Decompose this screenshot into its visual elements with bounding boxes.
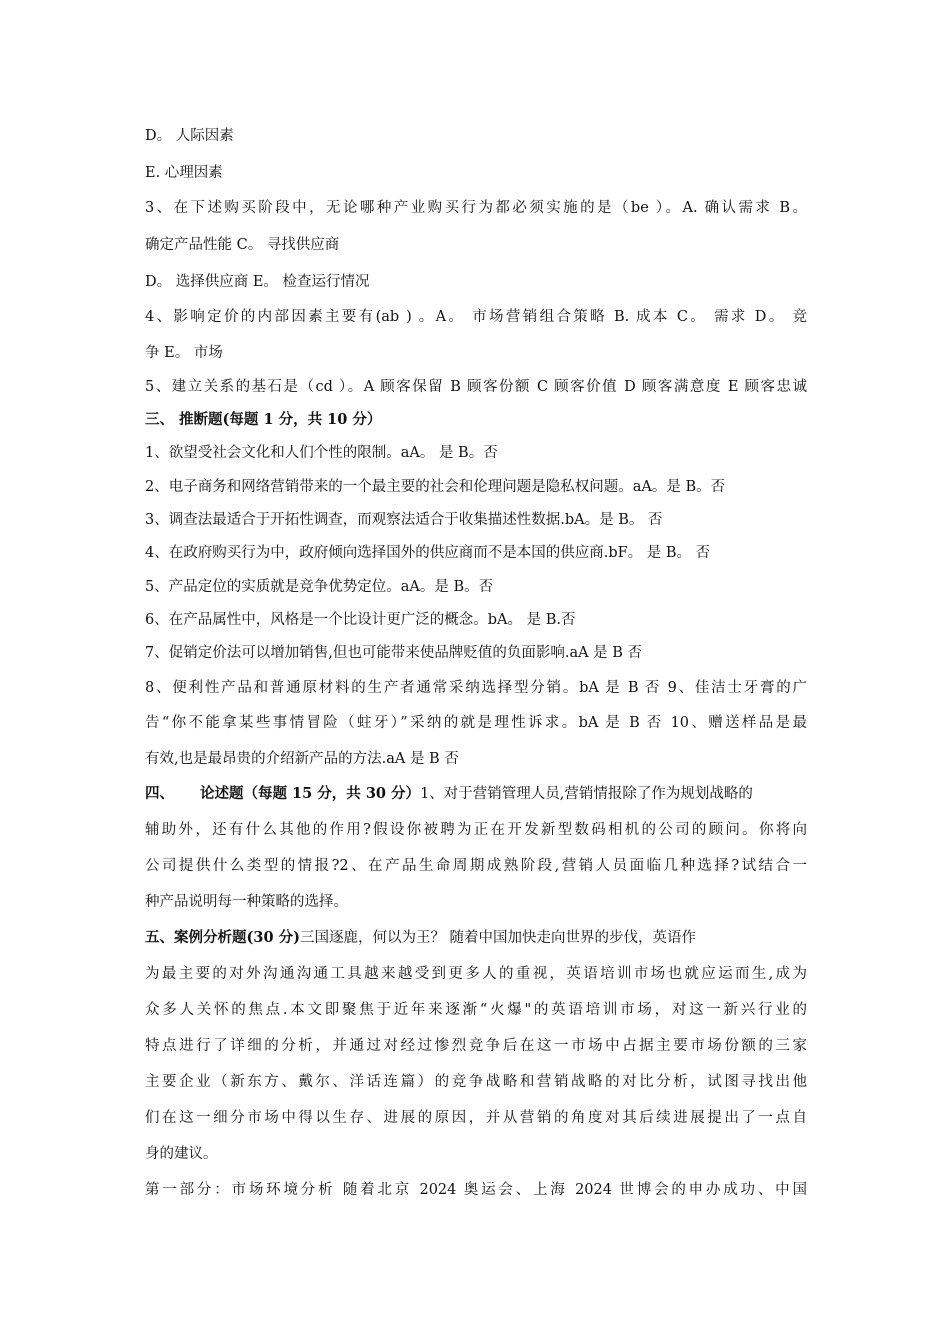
case-line-3: 众多人关怀的焦点.本文即聚焦于近年来逐渐“火爆"的英语培训市场，对这一新兴行业的	[145, 1002, 807, 1018]
option-d-line: D。 人际因素	[145, 128, 234, 144]
judgement-9-line: 告“你不能拿某些事情冒险（蛀牙）”采纳的就是理性诉求。bA 是 B 否 10、赠送样品是最	[145, 715, 807, 731]
case-line-2: 为最主要的对外沟通沟通工具越来越受到更多人的重视，英语培训市场也就应运而生,成为	[145, 966, 807, 982]
essay-line-2: 辅助外，还有什么其他的作用?假设你被聘为正在开发新型数码相机的公司的顾问。你将向	[145, 822, 807, 838]
judgement-3-line: 3、调查法最适合于开拓性调查，而观察法适合于收集描述性数据.bA。是 B。 否	[145, 512, 663, 528]
case-line-6: 们在这一细分市场中得以生存、进展的原因，并从营销的角度对其后续进展提出了一点自	[145, 1110, 807, 1126]
essay-question-1-start: 1、对于营销管理人员,营销情报除了作为规划战略的	[420, 786, 753, 802]
judgement-6-line: 6、在产品属性中，风格是一个比设计更广泛的概念。bA。 是 B.否	[145, 612, 576, 628]
judgement-1-line: 1、欲望受社会文化和人们个性的限制。aA。 是 B。否	[145, 445, 498, 461]
case-title: 三国逐鹿，何以为王？ 随着中国加快走向世界的步伐，英语作	[299, 930, 697, 946]
question-3-options-line: D。 选择供应商 E。 检查运行情况	[145, 274, 370, 290]
case-line-7: 身的建议。	[145, 1146, 218, 1162]
question-4-line: 4、影响定价的内部因素主要有(ab ) 。A。 市场营销组合策略 B. 成本 C。 需求 D。 竞	[145, 309, 807, 325]
question-4-cont-line: 争 E。 市场	[145, 345, 223, 361]
judgement-8-line: 8、便利性产品和普通原材料的生产者通常采纳选择型分销。bA 是 B 否 9、佳洁士牙膏的广	[145, 680, 807, 696]
option-e-line: E. 心理因素	[145, 165, 223, 181]
case-line-4: 特点进行了详细的分析，并通过对经过惨烈竞争后在这一市场中占据主要市场份额的三家	[145, 1038, 807, 1054]
judgement-4-line: 4、在政府购买行为中，政府倾向选择国外的供应商而不是本国的供应商.bF。 是 B。 否	[145, 545, 711, 561]
essay-line-3: 公司提供什么类型的情报?2、在产品生命周期成熟阶段,营销人员面临几种选择?试结合一	[145, 858, 807, 874]
question-3-line: 3、在下述购买阶段中，无论哪种产业购买行为都必须实施的是（be ）。A. 确认需求 B。	[145, 200, 807, 216]
section-3-heading: 三、 推断题(每题 1 分，共 10 分）	[145, 411, 382, 428]
question-5-line: 5、建立关系的基石是（cd ）。A 顾客保留 B 顾客份额 C 顾客价值 D 顾客满意度 E 顾客忠诚	[145, 379, 807, 395]
case-line-5: 主要企业（新东方、戴尔、洋话连篇）的竞争战略和营销战略的对比分析，试图寻找出他	[145, 1074, 807, 1090]
section-4-heading: 论述题（每题 15 分，共 30 分）	[200, 785, 421, 802]
judgement-7-line: 7、促销定价法可以增加销售,但也可能带来使品牌贬值的负面影响.aA 是 B 否	[145, 645, 643, 661]
section-4-number: 四、	[145, 785, 174, 802]
section-5-line	[145, 928, 807, 948]
judgement-2-line: 2、电子商务和网络营销带来的一个最主要的社会和伦理问题是隐私权问题。aA。是 B。否	[145, 479, 726, 495]
market-analysis-line: 第一部分：市场环境分析 随着北京 2024 奥运会、上海 2024 世博会的申办成功、中国	[145, 1182, 807, 1198]
judgement-10-line: 有效,也是最昂贵的介绍新产品的方法.aA 是 B 否	[145, 751, 459, 767]
question-3-cont-line: 确定产品性能 C。 寻找供应商	[145, 237, 340, 253]
essay-line-4: 种产品说明每一种策略的选择。	[145, 894, 348, 910]
section-5-heading: 五、案例分析题(30 分)	[145, 929, 300, 946]
section-4-line	[145, 784, 807, 804]
judgement-5-line: 5、产品定位的实质就是竞争优势定位。aA。是 B。否	[145, 579, 494, 595]
